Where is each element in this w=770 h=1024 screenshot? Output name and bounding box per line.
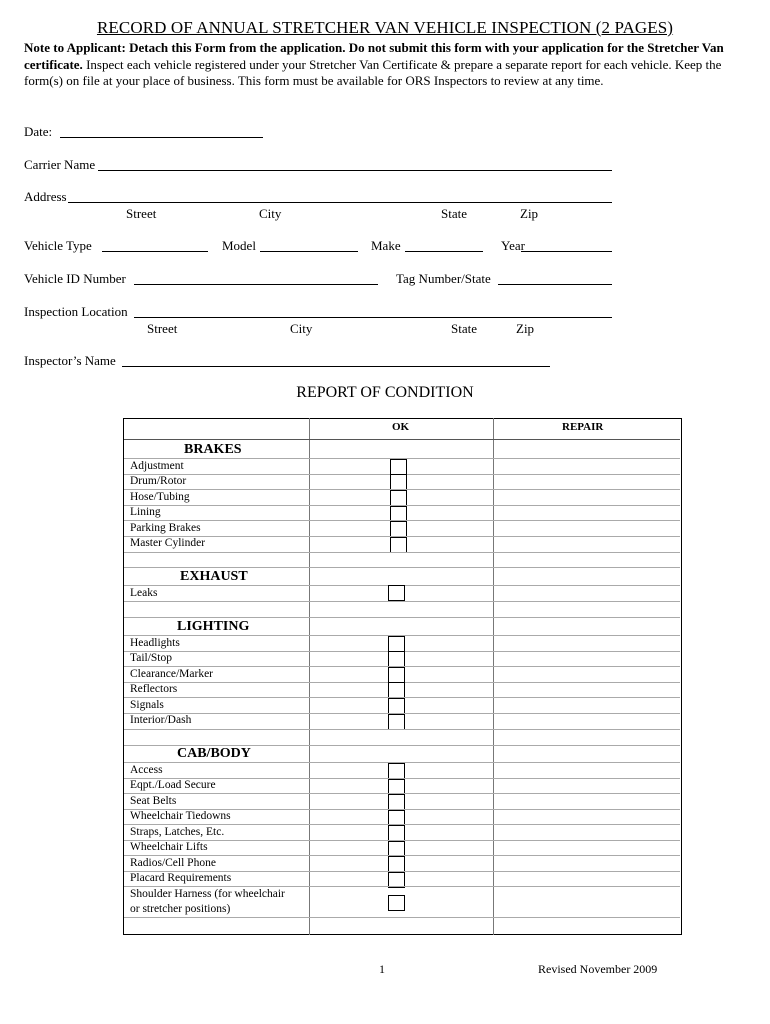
location-state-label: State	[451, 321, 477, 336]
item-leaks: Leaks	[130, 587, 158, 599]
tag-number-label: Tag Number/State	[396, 271, 491, 286]
inspectors-name-label: Inspector’s Name	[24, 353, 116, 368]
address-label: Address	[24, 189, 67, 204]
col-header-ok: OK	[392, 421, 410, 433]
clearance-marker-ok-checkbox[interactable]	[388, 667, 405, 683]
item-headlights: Headlights	[130, 637, 180, 649]
year-label: Year	[501, 238, 525, 253]
item-clearance-marker: Clearance/Marker	[130, 668, 214, 680]
item-access: Access	[130, 764, 163, 776]
location-zip-label: Zip	[516, 321, 535, 336]
row-rule	[124, 917, 680, 918]
item-signals: Signals	[130, 699, 164, 711]
shoulder-harness-ok-checkbox[interactable]	[388, 895, 405, 911]
page-number: 1	[379, 962, 385, 976]
model-field[interactable]	[260, 251, 358, 252]
location-street-label: Street	[147, 321, 178, 336]
note-bold-text: Detach this Form from the application. Do not submit this form with your application for the Stretcher Van certificate.	[24, 40, 724, 72]
vehicle-type-label: Vehicle Type	[24, 238, 92, 253]
section-lighting: LIGHTING	[177, 619, 250, 634]
item-radios-cell-phone: Radios/Cell Phone	[130, 857, 216, 869]
item-drum-rotor: Drum/Rotor	[130, 475, 187, 487]
section-exhaust: EXHAUST	[180, 569, 248, 584]
hose-tubing-ok-checkbox[interactable]	[390, 490, 407, 506]
item-shoulder-harness-cont: or stretcher positions)	[130, 903, 231, 915]
section-brakes: BRAKES	[184, 442, 242, 457]
row-rule	[124, 729, 680, 730]
item-placard-requirements: Placard Requirements	[130, 872, 232, 884]
interior-dash-ok-checkbox[interactable]	[388, 714, 405, 730]
address-field[interactable]	[68, 202, 612, 203]
straps-latches-ok-checkbox[interactable]	[388, 825, 405, 841]
access-ok-checkbox[interactable]	[388, 763, 405, 779]
parking-brakes-ok-checkbox[interactable]	[390, 521, 407, 537]
row-rule	[124, 567, 680, 568]
model-label: Model	[222, 238, 256, 253]
item-interior-dash: Interior/Dash	[130, 714, 192, 726]
carrier-name-label: Carrier Name	[24, 157, 96, 172]
row-rule	[124, 552, 680, 553]
row-rule	[124, 601, 680, 602]
item-straps-latches: Straps, Latches, Etc.	[130, 826, 225, 838]
row-rule	[124, 617, 680, 618]
master-cylinder-ok-checkbox[interactable]	[390, 537, 407, 553]
adjustment-ok-checkbox[interactable]	[390, 459, 407, 475]
table-divider-repair	[493, 418, 494, 935]
item-lining: Lining	[130, 506, 161, 518]
item-eqpt-load-secure: Eqpt./Load Secure	[130, 779, 216, 791]
tag-number-field[interactable]	[498, 284, 612, 285]
date-label: Date:	[24, 124, 53, 139]
table-divider-ok	[309, 418, 310, 935]
inspection-location-field[interactable]	[134, 317, 612, 318]
address-city-label: City	[259, 206, 282, 221]
row-rule	[124, 886, 680, 887]
col-header-repair: REPAIR	[562, 421, 604, 433]
note-text: Inspect each vehicle registered under your Stretcher Van Certificate & prepare a separate report for each vehicle. Keep the form(s) on file at your place of business. This form must be available for ORS Inspectors to review at any time.	[24, 56, 722, 88]
inspection-location-label: Inspection Location	[24, 304, 128, 319]
item-tail-stop: Tail/Stop	[130, 652, 173, 664]
address-zip-label: Zip	[520, 206, 539, 221]
note-label: Note to Applicant:	[24, 40, 126, 55]
carrier-name-field[interactable]	[98, 170, 612, 171]
signals-ok-checkbox[interactable]	[388, 698, 405, 714]
make-field[interactable]	[405, 251, 483, 252]
table-header-rule	[124, 439, 680, 440]
drum-rotor-ok-checkbox[interactable]	[390, 474, 407, 490]
vehicle-type-field[interactable]	[102, 251, 208, 252]
applicant-note	[24, 40, 746, 90]
make-label: Make	[371, 238, 401, 253]
item-master-cylinder: Master Cylinder	[130, 537, 206, 549]
address-street-label: Street	[126, 206, 157, 221]
item-hose-tubing: Hose/Tubing	[130, 491, 190, 503]
reflectors-ok-checkbox[interactable]	[388, 682, 405, 698]
year-field[interactable]	[521, 251, 612, 252]
location-city-label: City	[290, 321, 313, 336]
item-wheelchair-tiedowns: Wheelchair Tiedowns	[130, 810, 231, 822]
report-title: REPORT OF CONDITION	[296, 384, 474, 401]
vehicle-id-label: Vehicle ID Number	[24, 271, 126, 286]
headlights-ok-checkbox[interactable]	[388, 636, 405, 652]
date-field[interactable]	[60, 137, 263, 138]
tail-stop-ok-checkbox[interactable]	[388, 651, 405, 667]
form-title: RECORD OF ANNUAL STRETCHER VAN VEHICLE INSPECTION (2 PAGES)	[96, 18, 674, 37]
inspectors-name-field[interactable]	[122, 366, 550, 367]
item-shoulder-harness: Shoulder Harness (for wheelchair	[130, 888, 285, 900]
item-reflectors: Reflectors	[130, 683, 178, 695]
revised-date: Revised November 2009	[538, 962, 658, 976]
item-parking-brakes: Parking Brakes	[130, 522, 201, 534]
radios-cell-phone-ok-checkbox[interactable]	[388, 856, 405, 872]
item-wheelchair-lifts: Wheelchair Lifts	[130, 841, 208, 853]
item-seat-belts: Seat Belts	[130, 795, 177, 807]
seat-belts-ok-checkbox[interactable]	[388, 794, 405, 810]
vehicle-id-field[interactable]	[134, 284, 378, 285]
leaks-ok-checkbox[interactable]	[388, 585, 405, 601]
item-adjustment: Adjustment	[130, 460, 184, 472]
address-state-label: State	[441, 206, 467, 221]
section-cab-body: CAB/BODY	[177, 746, 251, 761]
